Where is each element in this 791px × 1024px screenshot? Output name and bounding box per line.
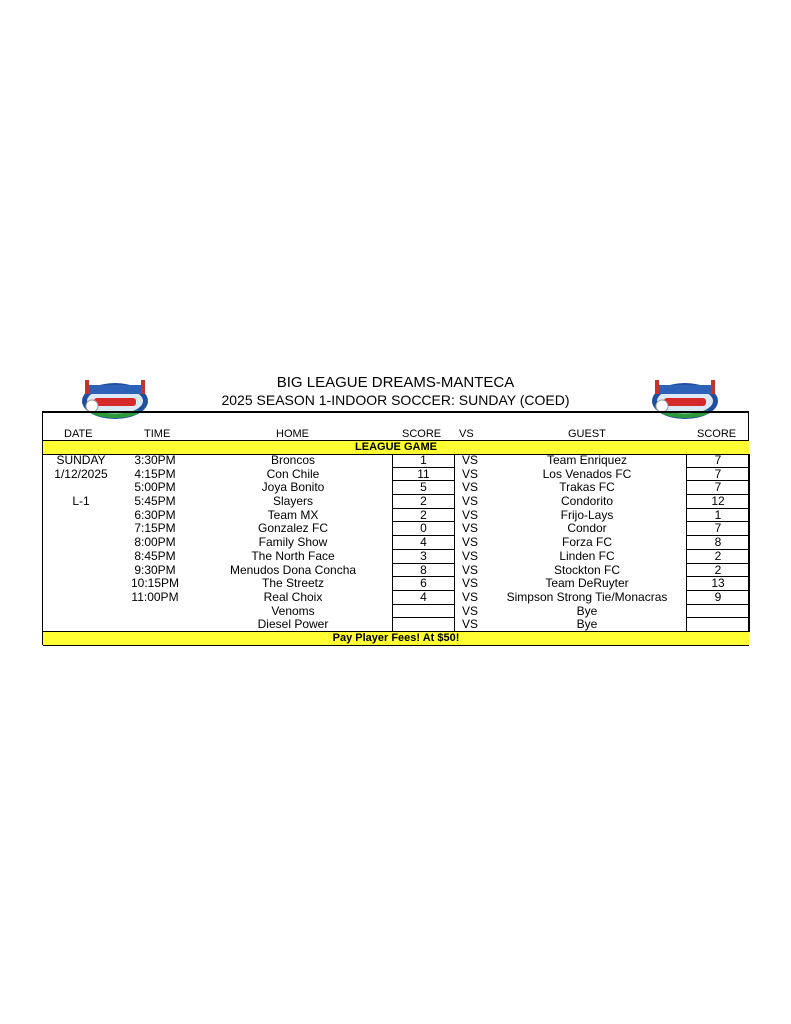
home-score: 5 bbox=[393, 481, 454, 495]
vs-label: VS bbox=[461, 562, 478, 577]
home-team: Diesel Power bbox=[257, 617, 329, 632]
guest-team: Team Enriquez bbox=[546, 453, 628, 467]
home-team: Family Show bbox=[258, 535, 328, 550]
guest-score bbox=[687, 605, 749, 619]
guest-team: Forza FC bbox=[561, 535, 612, 550]
home-team: Real Choix bbox=[263, 589, 323, 604]
home-team: The North Face bbox=[251, 548, 335, 563]
guest-column bbox=[492, 454, 682, 632]
section-league-game: LEAGUE GAME bbox=[43, 440, 749, 455]
time-cell: 5:45PM bbox=[134, 494, 176, 509]
home-score: 2 bbox=[393, 509, 454, 523]
home-team: The Streetz bbox=[261, 576, 325, 591]
header-guest: GUEST bbox=[568, 428, 606, 440]
time-cell: 3:30PM bbox=[134, 453, 176, 467]
guest-score: 8 bbox=[687, 536, 749, 550]
page-title: BIG LEAGUE DREAMS-MANTECA bbox=[276, 374, 515, 391]
home-score: 4 bbox=[393, 536, 454, 550]
home-score: 11 bbox=[393, 468, 454, 482]
guest-team: Simpson Strong Tie/Monacras bbox=[506, 589, 668, 604]
footer-note: Pay Player Fees! At $50! bbox=[43, 631, 749, 646]
home-score: 1 bbox=[393, 454, 454, 468]
guest-score: 1 bbox=[687, 509, 749, 523]
guest-team: Trakas FC bbox=[559, 480, 615, 495]
header-home: HOME bbox=[276, 428, 309, 440]
time-cell: 7:15PM bbox=[134, 521, 176, 536]
time-cell: 9:30PM bbox=[134, 562, 176, 577]
guest-score: 7 bbox=[687, 468, 749, 482]
guest-score: 9 bbox=[687, 591, 749, 605]
guest-score-column bbox=[686, 454, 750, 632]
home-team: Con Chile bbox=[266, 466, 320, 481]
guest-score bbox=[687, 618, 749, 632]
guest-team: Bye bbox=[576, 617, 598, 632]
date-column bbox=[46, 454, 116, 509]
guest-score: 13 bbox=[687, 577, 749, 591]
time-cell: 6:30PM bbox=[134, 507, 176, 522]
time-column bbox=[120, 454, 190, 632]
home-score: 2 bbox=[393, 495, 454, 509]
home-team: Menudos Dona Concha bbox=[229, 562, 357, 577]
time-cell bbox=[120, 618, 190, 632]
vs-label: VS bbox=[461, 589, 478, 604]
header-date: DATE bbox=[64, 428, 93, 440]
time-cell: 8:45PM bbox=[134, 548, 176, 563]
home-team: Slayers bbox=[272, 494, 313, 509]
guest-score: 2 bbox=[687, 550, 749, 564]
home-score: 6 bbox=[393, 577, 454, 591]
vs-label: VS bbox=[461, 453, 478, 467]
vs-label: VS bbox=[461, 466, 478, 481]
header-guest-score: SCORE bbox=[697, 428, 737, 440]
guest-team: Stockton FC bbox=[553, 562, 621, 577]
guest-score: 12 bbox=[687, 495, 749, 509]
time-cell: 8:00PM bbox=[134, 535, 176, 550]
guest-score: 7 bbox=[687, 481, 749, 495]
home-score-column bbox=[392, 454, 455, 632]
guest-team: Los Venados FC bbox=[542, 466, 632, 481]
home-score: 0 bbox=[393, 522, 454, 536]
guest-team: Condorito bbox=[560, 494, 614, 509]
home-score bbox=[393, 618, 454, 632]
vs-label: VS bbox=[461, 494, 478, 509]
home-team: Joya Bonito bbox=[261, 480, 325, 495]
time-cell bbox=[120, 605, 190, 619]
time-cell: 5:00PM bbox=[134, 480, 176, 495]
time-cell: 4:15PM bbox=[134, 466, 176, 481]
home-score: 4 bbox=[393, 591, 454, 605]
guest-score: 7 bbox=[687, 454, 749, 468]
league-code: L-1 bbox=[72, 494, 90, 509]
header-time: TIME bbox=[144, 428, 171, 440]
vs-label: VS bbox=[461, 548, 478, 563]
guest-team: Linden FC bbox=[559, 548, 615, 563]
guest-score: 2 bbox=[687, 564, 749, 578]
time-cell: 10:15PM bbox=[130, 576, 180, 591]
guest-score: 7 bbox=[687, 522, 749, 536]
guest-team: Bye bbox=[576, 603, 598, 618]
page-subtitle: 2025 SEASON 1-INDOOR SOCCER: SUNDAY (COED) bbox=[221, 392, 570, 408]
vs-label: VS bbox=[461, 576, 478, 591]
vs-label: VS bbox=[461, 603, 478, 618]
header-vs: VS bbox=[459, 428, 474, 440]
guest-team: Team DeRuyter bbox=[545, 576, 629, 591]
home-column bbox=[210, 454, 376, 632]
date-value: 1/12/2025 bbox=[54, 466, 108, 481]
vs-label: VS bbox=[461, 507, 478, 522]
home-team: Venoms bbox=[271, 603, 315, 618]
vs-column bbox=[455, 454, 485, 632]
date-day: SUNDAY bbox=[56, 453, 106, 467]
vs-label: VS bbox=[461, 617, 478, 632]
guest-team: Frijo-Lays bbox=[560, 507, 614, 522]
guest-team: Condor bbox=[567, 521, 607, 536]
home-score: 8 bbox=[393, 564, 454, 578]
home-score: 3 bbox=[393, 550, 454, 564]
home-team: Gonzalez FC bbox=[257, 521, 329, 536]
home-team: Broncos bbox=[270, 453, 316, 467]
home-score bbox=[393, 605, 454, 619]
vs-label: VS bbox=[461, 535, 478, 550]
header-home-score: SCORE bbox=[402, 428, 442, 440]
time-cell: 11:00PM bbox=[131, 589, 179, 604]
home-team: Team MX bbox=[267, 507, 319, 522]
vs-label: VS bbox=[461, 480, 478, 495]
vs-label: VS bbox=[461, 521, 478, 536]
